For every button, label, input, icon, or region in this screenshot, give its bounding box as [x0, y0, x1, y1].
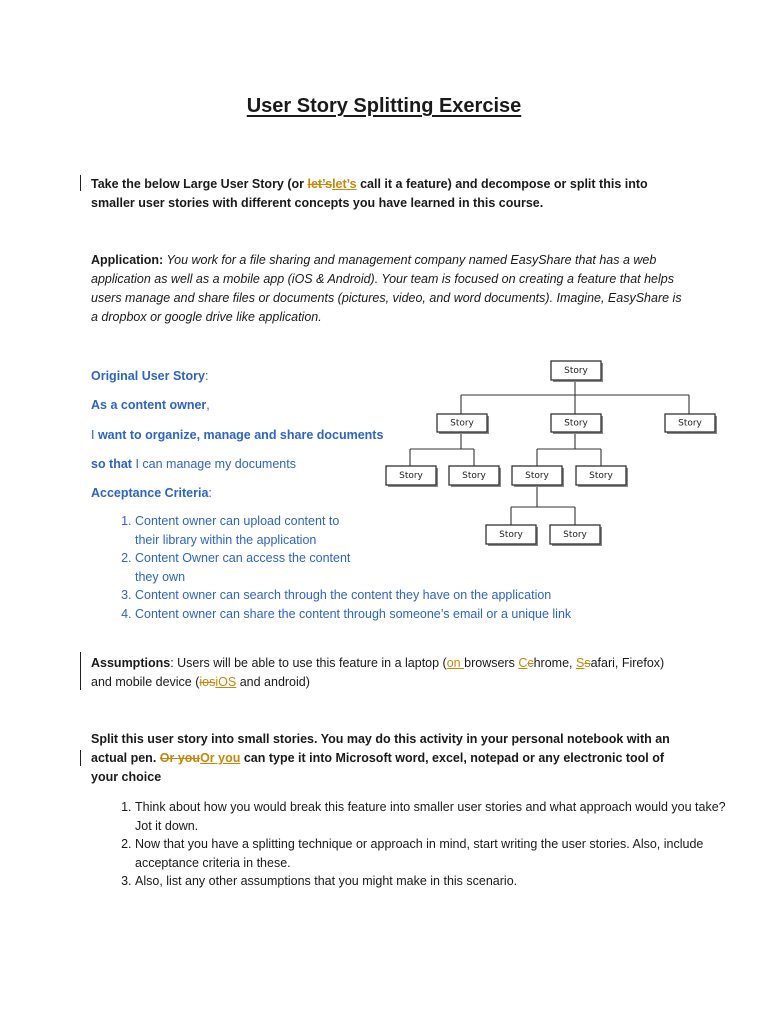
- application-text: You work for a file sharing and management company named EasyShare that has a web application as well as a mobile app (iOS & Android). Your team is focused on creating a feature that helps users manage and share files or documents (pictures, video, and word documents). Imagine, EasyShare is a dropbox or google drive like application.: [91, 253, 682, 324]
- tree-node-level2-b: [449, 466, 501, 487]
- svg-text:Story: Story: [564, 366, 588, 376]
- svg-text:Story: Story: [399, 471, 423, 481]
- tree-node-level1-c: [665, 414, 717, 434]
- svg-text:Story: Story: [525, 471, 549, 481]
- change-bar: [80, 750, 81, 766]
- svg-text:Story: Story: [589, 471, 613, 481]
- tree-edges: [410, 380, 689, 525]
- deleted-text: let’s: [307, 177, 333, 191]
- tree-node-level2-c: [512, 466, 564, 487]
- original-story-heading: Original User Story:: [91, 369, 209, 383]
- list-item: 4. Content owner can share the content through someone’s email or a unique link: [135, 605, 735, 624]
- svg-text:Story: Story: [499, 530, 523, 540]
- so-that-line: so that I can manage my documents: [91, 457, 296, 471]
- intro-text-end: call it a feature) and decompose or split this into smaller user stories with different concepts you have learned in this course.: [91, 177, 648, 210]
- change-bar: [80, 652, 81, 690]
- list-item: 3. Also, list any other assumptions that you might make in this scenario.: [135, 872, 735, 891]
- intro-text-start: Take the below Large User Story (or: [91, 177, 308, 191]
- svg-text:Story: Story: [563, 530, 587, 540]
- acceptance-criteria-list-continued: [91, 586, 735, 623]
- acceptance-criteria-heading: Acceptance Criteria:: [91, 486, 212, 500]
- i-want-line: I want to organize, manage and share documents: [91, 428, 384, 442]
- tree-node-level2-d: [576, 466, 628, 487]
- svg-text:Story: Story: [678, 418, 702, 429]
- tree-node-level3-a: [486, 525, 538, 546]
- list-item: 1. Content owner can upload content to their library within the application: [135, 512, 367, 549]
- svg-text:Story: Story: [462, 471, 486, 481]
- task-list: [91, 798, 735, 891]
- application-paragraph: [91, 251, 691, 327]
- application-label: Application:: [91, 253, 164, 267]
- list-item: 2. Content Owner can access the content they own: [135, 549, 367, 586]
- acceptance-criteria-list: [91, 512, 367, 586]
- page-title: User Story Splitting Exercise: [246, 95, 522, 117]
- assumptions-paragraph: Assumptions: Users will be able to use this feature in a laptop (on browsers Cchrome, Ssafari, Firefox) and mobile device (iosiOS and android): [91, 656, 665, 689]
- tree-node-level1-b: [551, 414, 603, 434]
- tree-node-level2-a: [386, 466, 438, 487]
- list-item: 2. Now that you have a splitting technique or approach in mind, start writing the user stories. Also, include acceptance criteria in these.: [135, 835, 735, 872]
- svg-text:Story: Story: [564, 418, 588, 429]
- list-item: 3. Content owner can search through the content they have on the application: [135, 586, 735, 605]
- list-item: 1. Think about how you would break this feature into smaller user stories and what approach would you take? Jot it down.: [135, 798, 735, 835]
- tree-node-level3-b: [550, 525, 602, 546]
- split-paragraph: Split this user story into small stories. You may do this activity in your personal notebook with an actual pen. Or youOr you can type it into Microsoft word, excel, notepad or any electronic tool of your choice: [91, 732, 670, 784]
- tree-node-level1-a: [437, 414, 489, 434]
- change-bar: [80, 175, 81, 191]
- story-tree-diagram: [380, 355, 720, 550]
- as-a-line: As a content owner,: [91, 398, 210, 412]
- svg-text:Story: Story: [450, 418, 474, 429]
- inserted-text: let’s: [332, 177, 357, 191]
- tree-node-root: [551, 361, 603, 382]
- intro-paragraph: [91, 175, 691, 213]
